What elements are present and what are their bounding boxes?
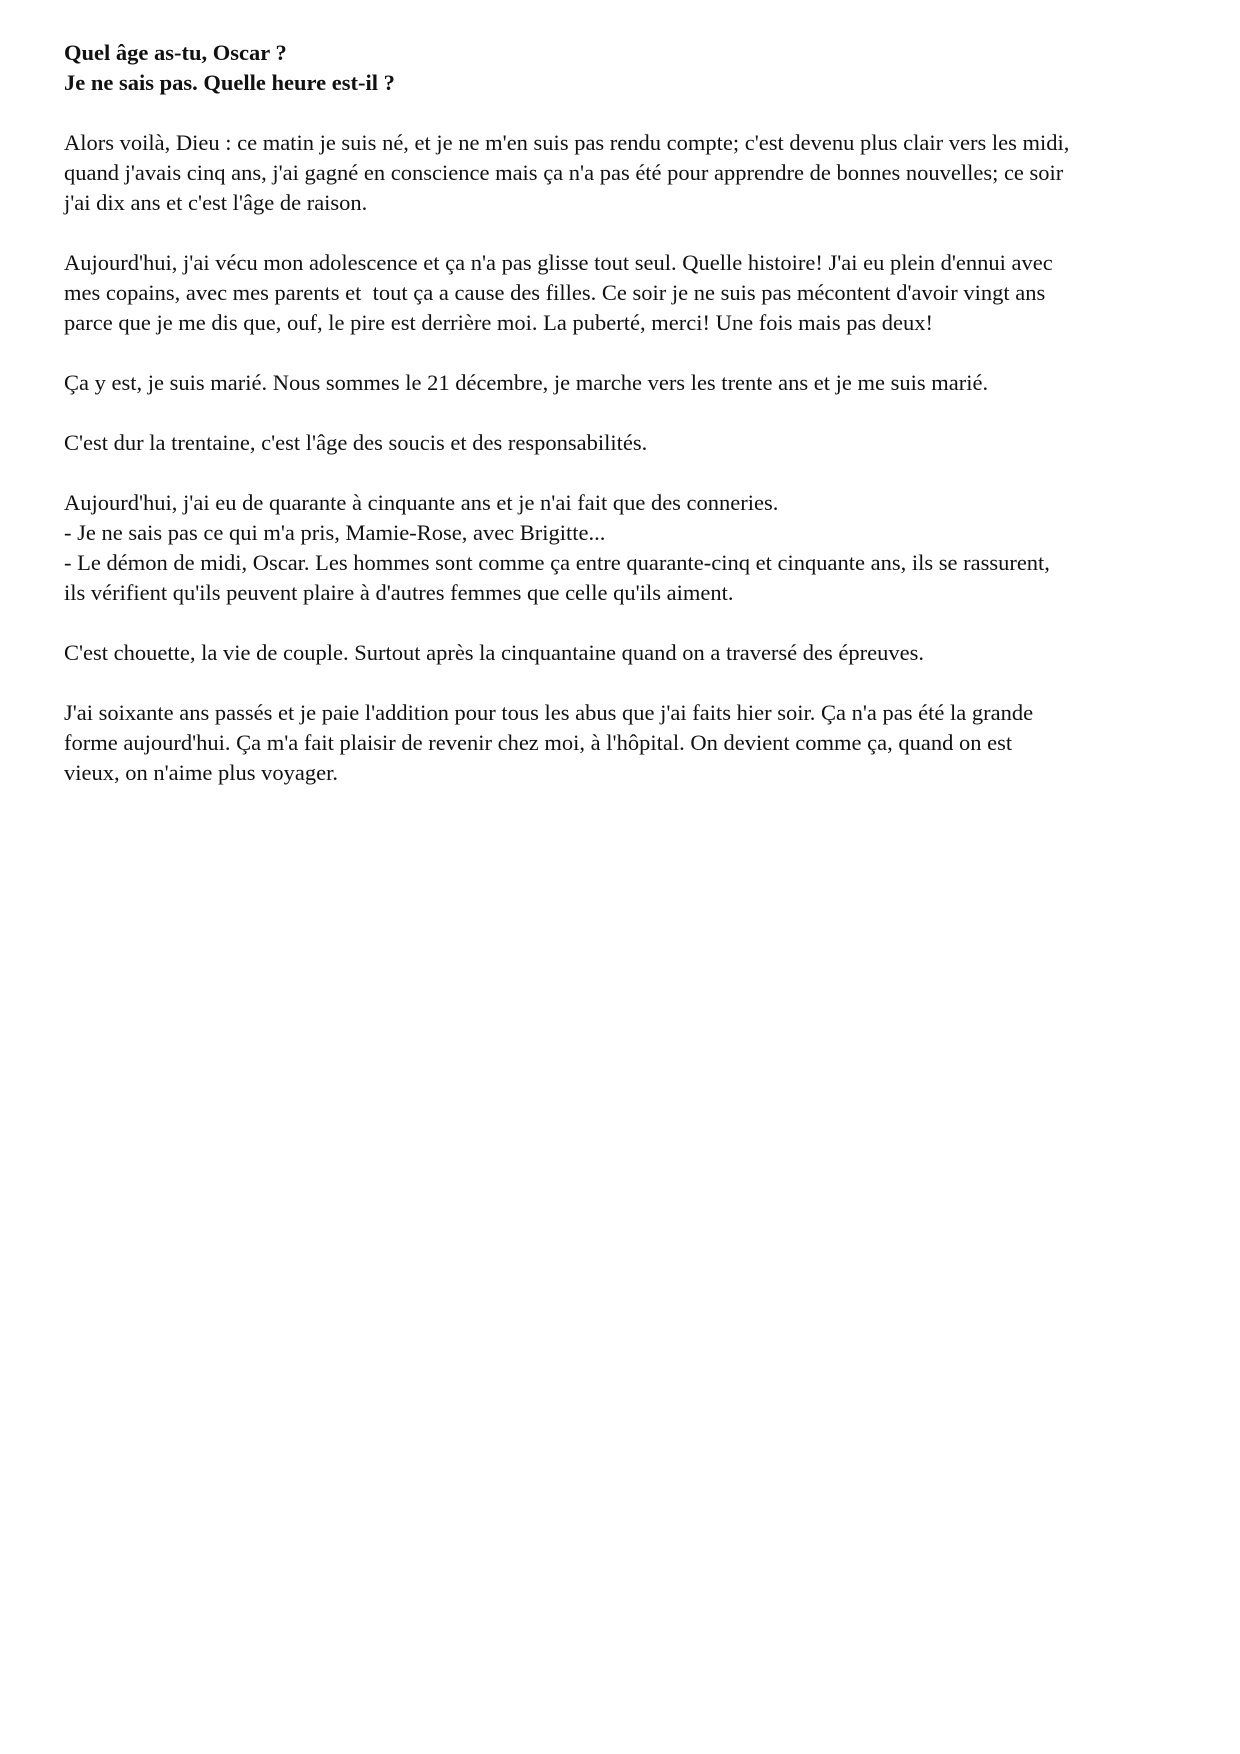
text-line: - Je ne sais pas ce qui m'a pris, Mamie-Rose, avec Brigitte... <box>64 520 606 545</box>
text-line: C'est chouette, la vie de couple. Surtout après la cinquantaine quand on a traversé des épreuves. <box>64 640 924 665</box>
text-line: J'ai soixante ans passés et je paie l'addition pour tous les abus que j'ai faits hier soir. Ça n'a pas été la grande <box>64 700 1034 725</box>
text-line: Aujourd'hui, j'ai eu de quarante à cinquante ans et je n'ai fait que des conneries. <box>64 490 779 515</box>
spacer <box>64 98 1184 128</box>
paragraph-marriage <box>64 368 1184 398</box>
paragraph-fifties <box>64 638 1184 668</box>
text-line: Alors voilà, Dieu : ce matin je suis né, et je ne m'en suis pas rendu compte; c'est devenu plus clair vers les midi, <box>64 130 1070 155</box>
text-line: parce que je me dis que, ouf, le pire est derrière moi. La puberté, merci! Une fois mais pas deux! <box>64 310 934 335</box>
text-line: forme aujourd'hui. Ça m'a fait plaisir de revenir chez moi, à l'hôpital. On devient comme ça, quand on est <box>64 730 1013 755</box>
spacer <box>64 608 1184 638</box>
text-line: - Le démon de midi, Oscar. Les hommes sont comme ça entre quarante-cinq et cinquante ans, ils se rassurent, <box>64 550 1050 575</box>
paragraph-birth <box>64 128 1184 218</box>
spacer <box>64 218 1184 248</box>
paragraph-thirties <box>64 428 1184 458</box>
text-line: vieux, on n'aime plus voyager. <box>64 760 338 785</box>
text-line: Ça y est, je suis marié. Nous sommes le 21 décembre, je marche vers les trente ans et je me suis marié. <box>64 370 989 395</box>
spacer <box>64 668 1184 698</box>
paragraph-adolescence <box>64 248 1184 338</box>
paragraph-forties <box>64 488 1184 608</box>
paragraph-sixties <box>64 698 1184 788</box>
spacer <box>64 398 1184 428</box>
heading-question: Quel âge as-tu, Oscar ? <box>64 40 287 65</box>
text-line: C'est dur la trentaine, c'est l'âge des soucis et des responsabilités. <box>64 430 648 455</box>
text-line: ils vérifient qu'ils peuvent plaire à d'autres femmes que celle qu'ils aiment. <box>64 580 734 605</box>
text-line: Aujourd'hui, j'ai vécu mon adolescence et ça n'a pas glisse tout seul. Quelle histoire! J'ai eu plein d'ennui avec <box>64 250 1053 275</box>
spacer <box>64 458 1184 488</box>
text-line: mes copains, avec mes parents et tout ça a cause des filles. Ce soir je ne suis pas mécontent d'avoir vingt ans <box>64 280 1046 305</box>
spacer <box>64 338 1184 368</box>
document-page <box>64 38 1184 788</box>
text-line: quand j'avais cinq ans, j'ai gagné en conscience mais ça n'a pas été pour apprendre de bonnes nouvelles; ce soir <box>64 160 1064 185</box>
text-line: j'ai dix ans et c'est l'âge de raison. <box>64 190 368 215</box>
heading-answer: Je ne sais pas. Quelle heure est-il ? <box>64 70 395 95</box>
